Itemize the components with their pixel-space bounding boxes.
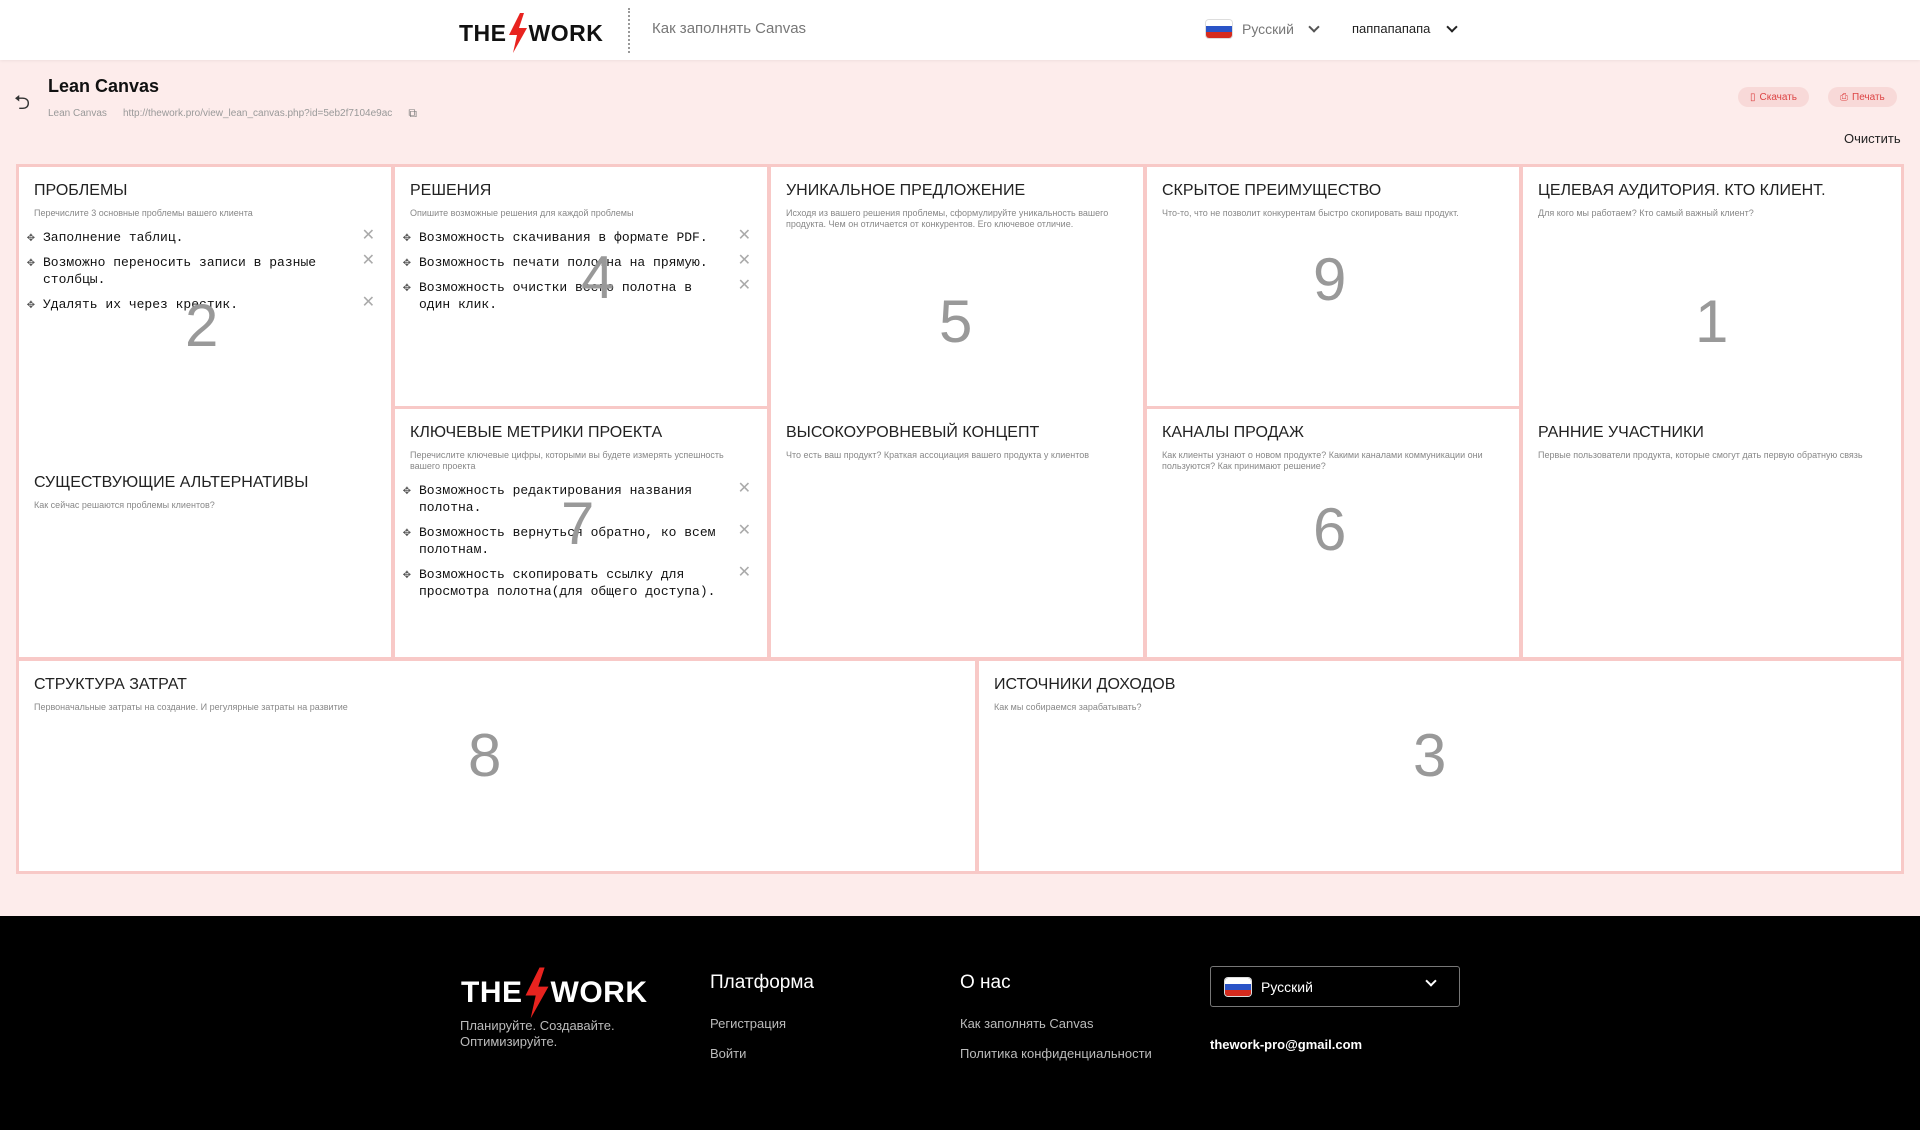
block-title: КАНАЛЫ ПРОДАЖ <box>1162 424 1304 441</box>
block-problems[interactable] <box>16 164 394 660</box>
drag-handle-icon[interactable]: ✥ <box>403 280 411 295</box>
footer-link-register[interactable]: Регистрация <box>710 1016 786 1031</box>
block-number: 6 <box>1313 496 1347 563</box>
user-menu[interactable] <box>1352 21 1456 36</box>
block-title: РАННИЕ УЧАСТНИКИ <box>1538 424 1704 441</box>
logo-text-work: WORK <box>550 976 648 1009</box>
drag-handle-icon[interactable]: ✥ <box>403 525 411 540</box>
block-description: Что-то, что не позволит конкурентам быстро скопировать ваш продукт. <box>1162 208 1459 218</box>
close-icon[interactable]: ✕ <box>737 478 751 497</box>
block-cost-structure[interactable] <box>16 658 978 874</box>
item-text[interactable]: Возможность скопировать ссылку для просмотра полотна(для общего доступа). <box>419 567 716 599</box>
block-title: СКРЫТОЕ ПРЕИМУЩЕСТВО <box>1162 182 1382 199</box>
logo-text-work: WORK <box>528 19 604 46</box>
block-unique-value[interactable] <box>768 164 1146 660</box>
footer-link-how-to[interactable]: Как заполнять Canvas <box>960 1016 1094 1031</box>
drag-handle-icon[interactable]: ✥ <box>403 483 411 498</box>
block-title: ЦЕЛЕВАЯ АУДИТОРИЯ. КТО КЛИЕНТ. <box>1538 182 1826 199</box>
printer-icon: ⎙ <box>1840 91 1848 103</box>
download-label: Скачать <box>1759 91 1798 103</box>
block-number: 3 <box>1413 722 1447 789</box>
language-label: Русский <box>1242 21 1294 37</box>
header-divider <box>628 8 630 53</box>
close-icon[interactable]: ✕ <box>737 225 751 244</box>
pdf-icon: ▯ <box>1750 91 1756 103</box>
block-number: 2 <box>185 292 219 359</box>
footer-tagline: Планируйте. Создавайте. Оптимизируйте. <box>460 1018 615 1049</box>
block-title: УНИКАЛЬНОЕ ПРЕДЛОЖЕНИЕ <box>786 182 1026 199</box>
russia-flag-icon <box>1225 978 1251 996</box>
footer-about-column <box>960 972 1152 1076</box>
footer-email[interactable]: thework-pro@gmail.com <box>1210 1037 1363 1052</box>
language-selector[interactable] <box>1206 20 1318 38</box>
drag-handle-icon[interactable]: ✥ <box>27 230 35 245</box>
close-icon[interactable]: ✕ <box>737 275 751 294</box>
footer-column-title: Платформа <box>710 972 814 993</box>
list-item[interactable] <box>27 225 391 246</box>
block-early-adopters[interactable] <box>1523 409 1901 461</box>
close-icon[interactable]: ✕ <box>361 225 375 244</box>
footer-column-title: О нас <box>960 972 1011 993</box>
block-channels[interactable] <box>1144 406 1522 660</box>
footer-thework-logo[interactable] <box>461 966 647 1020</box>
block-description: Перечислите 3 основные проблемы вашего клиента <box>34 208 253 218</box>
share-url[interactable]: http://thework.pro/view_lean_canvas.php?id=5eb2f7104e9ac <box>122 108 393 119</box>
how-to-fill-link[interactable]: Как заполнять Canvas <box>652 20 807 37</box>
list-item[interactable] <box>27 250 391 288</box>
block-number: 7 <box>561 490 595 557</box>
close-icon[interactable]: ✕ <box>737 562 751 581</box>
username: паппапапапа <box>1352 21 1431 36</box>
block-unfair-advantage[interactable] <box>1144 164 1522 410</box>
block-number: 4 <box>581 244 615 311</box>
close-icon[interactable]: ✕ <box>737 520 751 539</box>
lean-canvas-board <box>16 164 1904 874</box>
print-label: Печать <box>1852 91 1885 103</box>
block-title: ИСТОЧНИКИ ДОХОДОВ <box>994 676 1176 693</box>
item-text[interactable]: Возможность скачивания в формате PDF. <box>419 230 708 245</box>
chevron-down-icon <box>1447 21 1458 32</box>
footer-language-label: Русский <box>1261 978 1313 995</box>
block-description: Перечислите ключевые цифры, которыми вы будете измерять успешность вашего проекта <box>410 450 724 471</box>
block-number: 9 <box>1313 246 1347 313</box>
block-number: 5 <box>939 288 973 355</box>
block-description: Как сейчас решаются проблемы клиентов? <box>34 500 215 510</box>
block-number: 8 <box>468 722 502 789</box>
download-button[interactable] <box>1738 87 1809 107</box>
footer <box>0 916 1920 1130</box>
item-text[interactable]: Заполнение таблиц. <box>43 230 184 245</box>
lightning-bolt-icon <box>507 13 529 53</box>
block-title: РЕШЕНИЯ <box>410 182 492 199</box>
chevron-down-icon <box>1425 975 1436 986</box>
block-alternatives[interactable] <box>19 459 391 511</box>
chevron-down-icon <box>1308 21 1319 32</box>
item-text[interactable]: Возможность печати полотна на прямую. <box>419 255 708 270</box>
block-revenue-streams[interactable] <box>976 658 1904 874</box>
block-description: Первые пользователи продукта, которые смогут дать первую обратную связь <box>1538 450 1863 460</box>
top-bar <box>0 0 1920 60</box>
canvas-title[interactable]: Lean Canvas <box>48 76 160 96</box>
item-text[interactable]: Возможность вернуться обратно, ко всем полотнам. <box>419 525 716 557</box>
logo-text-the: THE <box>461 976 523 1009</box>
russia-flag-icon <box>1206 20 1232 38</box>
item-text[interactable]: Возможно переносить записи в разные столбцы. <box>43 255 317 287</box>
block-description: Для кого мы работаем? Кто самый важный клиент? <box>1538 208 1754 218</box>
footer-link-privacy[interactable]: Политика конфиденциальности <box>960 1046 1152 1061</box>
thework-logo[interactable] <box>459 13 603 53</box>
block-description: Как клиенты узнают о новом продукте? Какими каналами коммуникации они пользуются? Как принимают решение? <box>1162 450 1483 471</box>
close-icon[interactable]: ✕ <box>737 250 751 269</box>
drag-handle-icon[interactable]: ✥ <box>27 255 35 270</box>
block-key-metrics[interactable] <box>392 406 770 660</box>
list-item[interactable] <box>403 562 767 600</box>
block-description: Опишите возможные решения для каждой проблемы <box>410 208 634 218</box>
block-title: СТРУКТУРА ЗАТРАТ <box>34 676 187 693</box>
close-icon[interactable]: ✕ <box>361 292 375 311</box>
close-icon[interactable]: ✕ <box>361 250 375 269</box>
clear-button[interactable]: Очистить <box>1844 131 1901 146</box>
block-description: Первоначальные затраты на создание. И регулярные затраты на развитие <box>34 702 348 712</box>
footer-language-select[interactable] <box>1210 966 1460 1007</box>
block-description: Что есть ваш продукт? Краткая ассоциация вашего продукта у клиентов <box>786 450 1090 460</box>
item-text[interactable]: Возможность очистки всего полотна в один клик. <box>419 280 693 312</box>
block-high-level-concept[interactable] <box>771 409 1143 461</box>
block-customer-segments[interactable] <box>1520 164 1904 660</box>
drag-handle-icon[interactable]: ✥ <box>403 567 411 582</box>
item-text[interactable]: Удалять их через крестик. <box>43 297 239 312</box>
drag-handle-icon[interactable]: ✥ <box>403 230 411 245</box>
breadcrumb-item[interactable]: Lean Canvas <box>48 108 107 119</box>
footer-link-login[interactable]: Войти <box>710 1046 747 1061</box>
breadcrumb <box>48 106 417 121</box>
block-title: ПРОБЛЕМЫ <box>34 182 128 199</box>
drag-handle-icon[interactable]: ✥ <box>27 297 35 312</box>
block-description: Исходя из вашего решения проблемы, сформулируйте уникальность вашего продукта. Чем он отличается от конкурентов. Его ключевое отличие. <box>786 208 1109 229</box>
drag-handle-icon[interactable]: ✥ <box>403 255 411 270</box>
block-number: 1 <box>1695 288 1729 355</box>
block-title: ВЫСОКОУРОВНЕВЫЙ КОНЦЕПТ <box>786 424 1040 441</box>
block-solutions[interactable] <box>392 164 770 410</box>
back-arrow-icon[interactable]: ⮌ <box>14 92 31 114</box>
lightning-bolt-icon <box>523 966 551 1020</box>
item-text[interactable]: Возможность редактирования названия полотна. <box>419 483 693 515</box>
logo-text-the: THE <box>459 19 507 46</box>
block-title: СУЩЕСТВУЮЩИЕ АЛЬТЕРНАТИВЫ <box>34 474 309 491</box>
footer-platform-column <box>710 972 814 1076</box>
block-description: Как мы собираемся зарабатывать? <box>994 702 1142 712</box>
print-button[interactable] <box>1828 87 1897 107</box>
copy-icon[interactable]: ⧉ <box>408 106 417 120</box>
block-title: КЛЮЧЕВЫЕ МЕТРИКИ ПРОЕКТА <box>410 424 663 441</box>
